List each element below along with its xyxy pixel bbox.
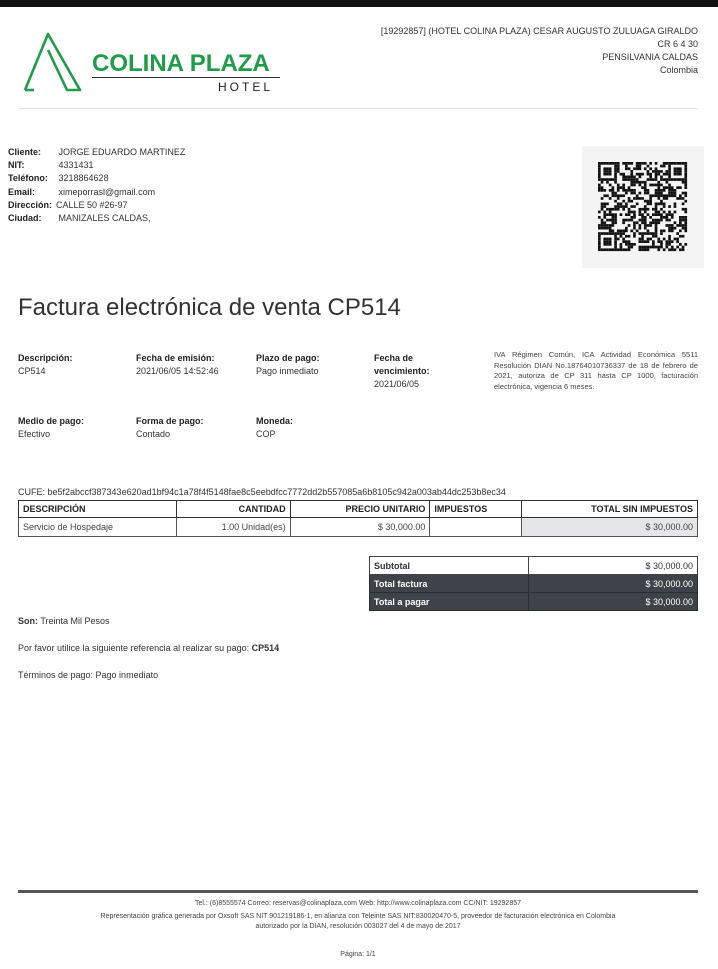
due-date-value: 2021/06/05 (374, 379, 420, 389)
subtotal-label: Subtotal (370, 557, 529, 575)
col-quantity: CANTIDAD (176, 501, 290, 518)
table-row (19, 518, 698, 537)
payment-term-label: Plazo de pago: (256, 353, 320, 363)
phone-label: Teléfono: (8, 173, 48, 184)
description-value: CP514 (18, 366, 46, 376)
footer-divider (18, 890, 698, 893)
footer-legal-2: autorizado por la DIAN, resolución 003027 del 4 de mayo de 2017 (255, 923, 461, 930)
client-name: JORGE EDUARDO MARTINEZ (58, 147, 186, 157)
currency-field (256, 415, 293, 441)
total-payable-value: $ 30,000.00 (529, 593, 698, 611)
issue-date-field (136, 352, 219, 378)
issue-date-value: 2021/06/05 14:52:46 (136, 366, 219, 376)
col-unit-price: PRECIO UNITARIO (290, 501, 430, 518)
col-description: DESCRIPCIÓN (19, 501, 177, 518)
nit-label: NIT: (8, 160, 25, 171)
item-taxes (430, 518, 522, 537)
amount-in-words-value: Treinta Mil Pesos (40, 616, 110, 626)
currency-value: COP (256, 429, 276, 439)
payment-form-label: Forma de pago: (136, 416, 204, 426)
email-label: Email: (8, 186, 36, 197)
qr-code-icon (582, 146, 704, 268)
issue-date-label: Fecha de emisión: (136, 353, 215, 363)
table-header-row (19, 501, 698, 518)
items-table (18, 500, 698, 537)
due-date-label-1: Fecha de (374, 353, 414, 363)
payment-term-value: Pago inmediato (256, 366, 319, 376)
logo-subtitle: HOTEL (218, 80, 274, 94)
city-label: Ciudad: (8, 213, 42, 224)
item-quantity: 1.00 Unidad(es) (176, 518, 290, 537)
payment-form-field (136, 415, 204, 441)
description-label: Descripción: (18, 353, 73, 363)
client-city: MANIZALES CALDAS, (58, 213, 151, 224)
company-info (381, 25, 698, 77)
client-email: ximeporrasl@gmail.com (58, 186, 156, 197)
page-number: Página: 1/1 (340, 951, 376, 958)
client-info (8, 146, 185, 225)
currency-label: Moneda: (256, 416, 293, 426)
amount-in-words-label: Son: (18, 616, 38, 626)
payment-method-field (18, 415, 84, 441)
due-date-label-2: vencimiento: (374, 366, 430, 376)
client-label: Cliente: (8, 147, 42, 157)
client-nit: 4331431 (58, 160, 94, 171)
legal-resolution: IVA Régimen Común, ICA Actividad Económica 5511 Resolución DIAN No.18764010736337 de 18 de febrero de 2021, autoriza de CP 311 hasta CP 1000, facturación electrónica, vigencia 6 meses. (494, 350, 698, 391)
total-payable-label: Total a pagar (370, 593, 529, 611)
cufe-code: CUFE: be5f2abccf387343e620ad1bf94c1a78f4f5148fae8c5eebdfcc7772dd2b557085a6b8105c942a003ab44dc253b8ec34 (18, 487, 506, 497)
payment-reference (18, 643, 279, 653)
hotel-logo (22, 30, 284, 100)
item-unit-price: $ 30,000.00 (290, 518, 430, 537)
payment-reference-code: CP514 (251, 643, 280, 653)
item-description: Servicio de Hospedaje (19, 518, 177, 537)
client-address: CALLE 50 #26-97 (56, 199, 128, 210)
payment-method-value: Efectivo (18, 429, 51, 439)
logo-name: COLINA PLAZA (92, 50, 270, 77)
client-phone: 3218864628 (58, 173, 109, 184)
payment-method-label: Medio de pago: (18, 416, 84, 426)
payment-form-value: Contado (136, 429, 171, 439)
total-invoice-label: Total factura (370, 575, 529, 593)
amount-in-words (18, 616, 110, 626)
footer-contact: Tel.: (6)8555574 Correo: reservas@colinaplaza.com Web: http://www.colinaplaza.com CC/NIT: 19292857 (194, 900, 522, 907)
header-divider (18, 108, 698, 109)
footer-legal-1: Representación gráfica generada por Oxsoft SAS NIT 901219186-1, en alianza con Teleinte SAS NIT:830020470-5, proveedor de facturación electrónica en Colombia (100, 913, 616, 920)
company-city: PENSILVANIA CALDAS (602, 52, 698, 62)
mountain-icon (22, 30, 92, 95)
subtotal-value: $ 30,000.00 (529, 557, 698, 575)
subtotal-row (370, 557, 698, 575)
top-bar (0, 0, 718, 7)
payment-reference-text: Por favor utilice la siguiente referencia al realizar su pago: (18, 643, 250, 653)
col-total: TOTAL SIN IMPUESTOS (522, 501, 698, 518)
qr-code (582, 146, 704, 268)
company-address: CR 6 4 30 (657, 39, 698, 49)
total-payable-row (370, 593, 698, 611)
company-country: Colombia (659, 65, 698, 75)
logo-divider (92, 77, 280, 78)
col-taxes: IMPUESTOS (430, 501, 522, 518)
item-total: $ 30,000.00 (522, 518, 698, 537)
address-label: Dirección: (8, 199, 53, 210)
page-title: Factura electrónica de venta CP514 (18, 294, 401, 321)
totals-table (369, 556, 698, 611)
total-invoice-row (370, 575, 698, 593)
total-invoice-value: $ 30,000.00 (529, 575, 698, 593)
payment-term-field (256, 352, 320, 378)
company-name: [19292857] (HOTEL COLINA PLAZA) CESAR AUGUSTO ZULUAGA GIRALDO (380, 26, 698, 36)
description-field (18, 352, 73, 378)
payment-terms: Términos de pago: Pago inmediato (18, 670, 159, 680)
due-date-field (374, 352, 430, 391)
